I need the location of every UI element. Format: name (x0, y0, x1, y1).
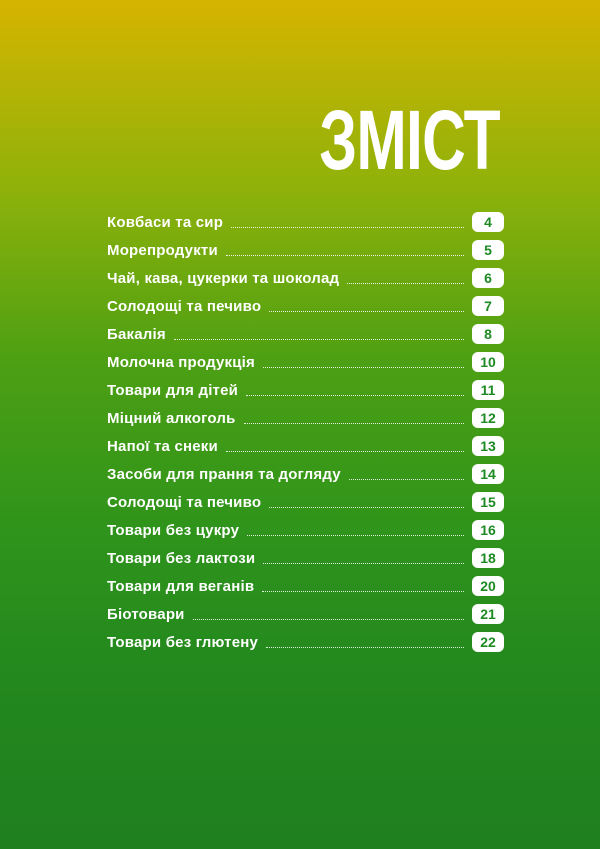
toc-item[interactable] (107, 348, 504, 376)
toc-item[interactable] (107, 292, 504, 320)
dot-leader (247, 535, 464, 536)
toc-item-label: Міцний алкоголь (107, 409, 236, 427)
dot-leader (244, 423, 465, 424)
toc-item[interactable] (107, 208, 504, 236)
toc-page-badge: 8 (472, 324, 504, 344)
toc-item-label: Солодощі та печиво (107, 493, 262, 511)
toc-page-badge: 5 (472, 240, 504, 260)
toc-item[interactable] (107, 404, 504, 432)
dot-leader (226, 451, 464, 452)
toc-page-badge: 15 (472, 492, 504, 512)
toc-page-badge: 21 (472, 604, 504, 624)
dot-leader (266, 647, 464, 648)
dot-leader (347, 283, 464, 284)
toc-item-label: Солодощі та печиво (107, 297, 262, 315)
toc-item[interactable] (107, 488, 504, 516)
toc-item[interactable] (107, 628, 504, 656)
toc-item-label: Морепродукти (107, 241, 218, 259)
toc-page-badge: 16 (472, 520, 504, 540)
toc-item[interactable] (107, 264, 504, 292)
dot-leader (349, 479, 464, 480)
toc-item[interactable] (107, 432, 504, 460)
dot-leader (269, 311, 464, 312)
toc-item-label: Засоби для прання та догляду (107, 465, 341, 483)
dot-leader (193, 619, 464, 620)
toc-page-badge: 4 (472, 212, 504, 232)
toc-item[interactable] (107, 320, 504, 348)
toc-item[interactable] (107, 600, 504, 628)
dot-leader (262, 591, 464, 592)
toc-item-label: Товари без цукру (107, 521, 240, 539)
toc-page-badge: 11 (472, 380, 504, 400)
dot-leader (246, 395, 464, 396)
toc-page-badge: 6 (472, 268, 504, 288)
toc-item-label: Чай, кава, цукерки та шоколад (107, 269, 340, 287)
toc-item-label: Молочна продукція (107, 353, 255, 371)
toc-page-badge: 7 (472, 296, 504, 316)
page-title: ЗМІСТ (319, 93, 500, 187)
dot-leader (263, 563, 464, 564)
toc-page-badge: 13 (472, 436, 504, 456)
toc-item-label: Товари для веганів (107, 577, 255, 595)
dot-leader (231, 227, 464, 228)
toc-item-label: Біотовари (107, 605, 185, 623)
dot-leader (174, 339, 464, 340)
dot-leader (263, 367, 464, 368)
table-of-contents (107, 208, 504, 656)
toc-item[interactable] (107, 516, 504, 544)
toc-item-label: Напої та снеки (107, 437, 218, 455)
toc-item[interactable] (107, 236, 504, 264)
dot-leader (226, 255, 464, 256)
toc-page-badge: 18 (472, 548, 504, 568)
toc-item[interactable] (107, 572, 504, 600)
toc-item[interactable] (107, 376, 504, 404)
toc-item[interactable] (107, 544, 504, 572)
toc-page-badge: 22 (472, 632, 504, 652)
toc-item[interactable] (107, 460, 504, 488)
toc-page-badge: 12 (472, 408, 504, 428)
toc-item-label: Ковбаси та сир (107, 213, 224, 231)
toc-page-badge: 14 (472, 464, 504, 484)
toc-item-label: Бакалія (107, 325, 166, 343)
toc-item-label: Товари для дітей (107, 381, 239, 399)
toc-page-badge: 20 (472, 576, 504, 596)
toc-page-badge: 10 (472, 352, 504, 372)
toc-item-label: Товари без глютену (107, 633, 259, 651)
toc-item-label: Товари без лактози (107, 549, 256, 567)
dot-leader (269, 507, 464, 508)
